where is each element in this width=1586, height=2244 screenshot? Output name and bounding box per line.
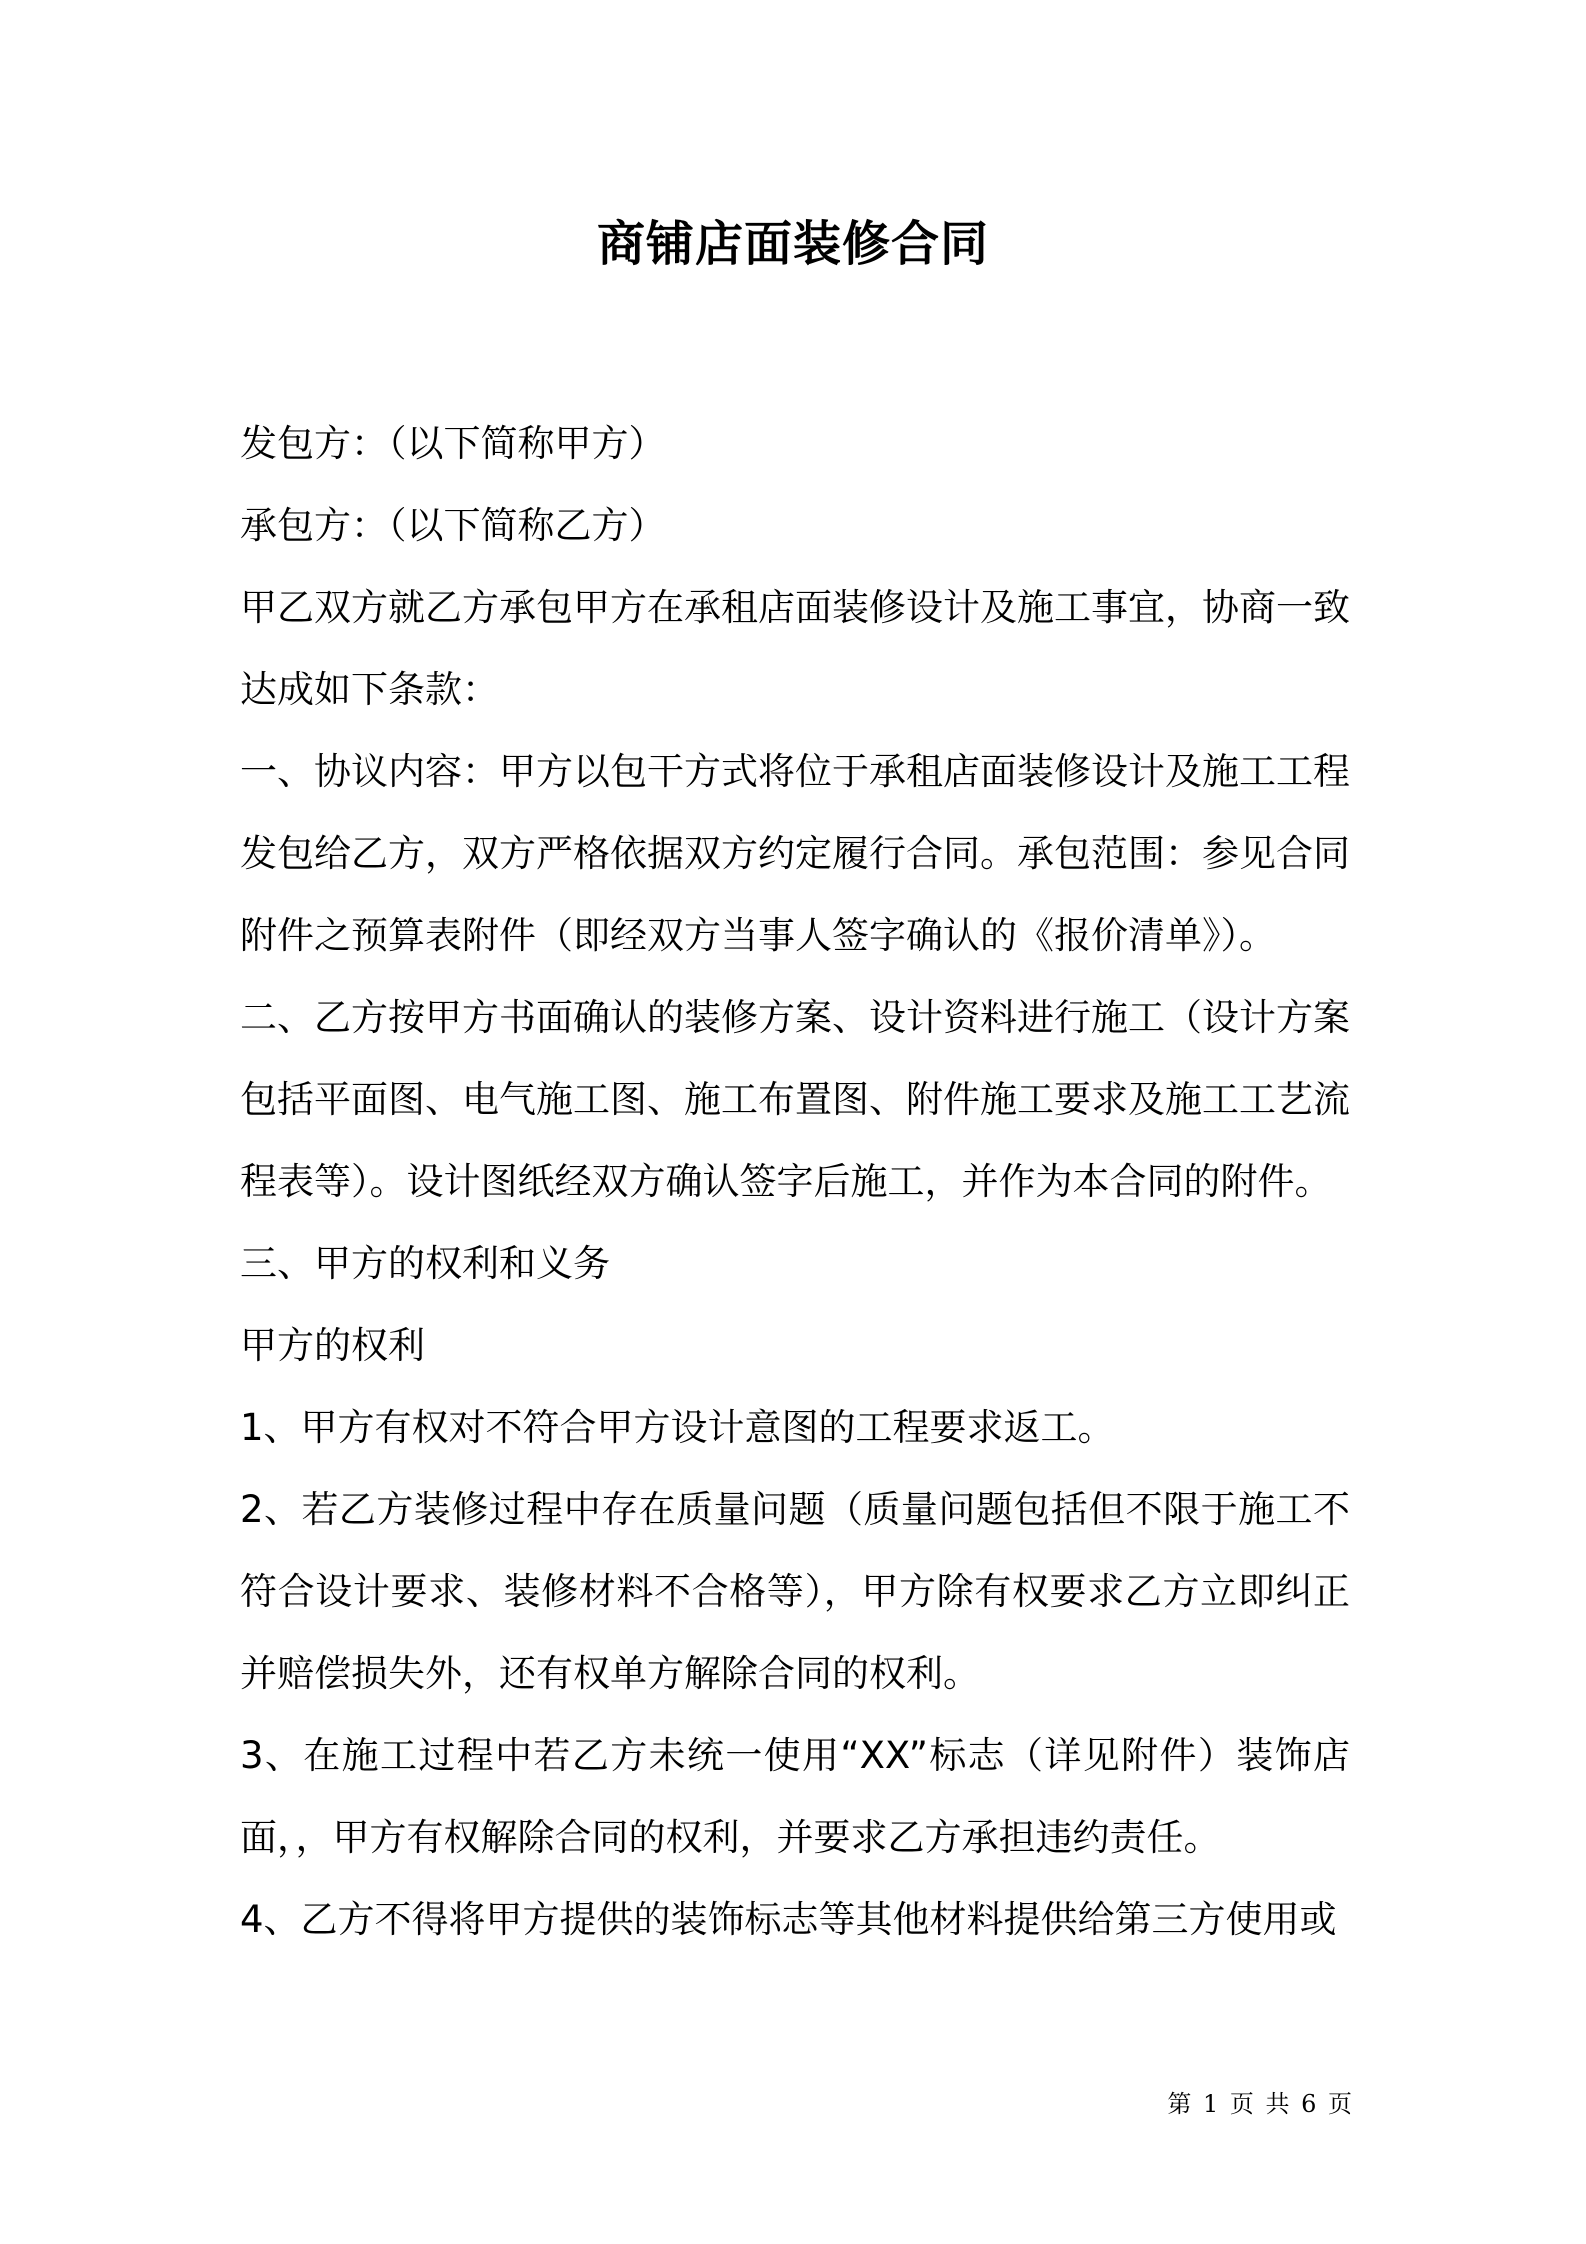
list-item-3: 3、在施工过程中若乙方未统一使用“XX”标志（详见附件）装饰店面，，甲方有权解除合同的权利，并要求乙方承担违约责任。 xyxy=(240,1734,1350,1859)
section-heading-rights-obligations: 三、甲方的权利和义务 xyxy=(240,1242,610,1285)
document-title: 商铺店面装修合同 xyxy=(596,216,989,272)
paragraph-clause-2: 二、乙方按甲方书面确认的装修方案、设计资料进行施工（设计方案包括平面图、电气施工图、施工布置图、附件施工要求及施工工艺流程表等）。设计图纸经双方确认签字后施工，并作为本合同的附件。 xyxy=(240,996,1350,1203)
paragraph-preamble: 甲乙双方就乙方承包甲方在承租店面装修设计及施工事宜，协商一致达成如下条款： xyxy=(240,586,1350,711)
subheading-employer-rights: 甲方的权利 xyxy=(240,1324,425,1367)
paragraph-employer: 发包方：（以下简称甲方） xyxy=(240,422,666,465)
paragraph-clause-1: 一、协议内容：甲方以包干方式将位于承租店面装修设计及施工工程发包给乙方，双方严格依据双方约定履行合同。承包范围：参见合同附件之预算表附件（即经双方当事人签字确认的《报价清单》）。 xyxy=(240,750,1350,957)
page-number-footer: 第 1 页 共 6 页 xyxy=(1167,2090,1354,2118)
document-body xyxy=(240,403,1350,1961)
paragraph-contractor: 承包方：（以下简称乙方） xyxy=(240,504,666,547)
list-item-2: 2、若乙方装修过程中存在质量问题（质量问题包括但不限于施工不符合设计要求、装修材料不合格等），甲方除有权要求乙方立即纠正并赔偿损失外，还有权单方解除合同的权利。 xyxy=(240,1488,1350,1695)
list-item-1: 1、甲方有权对不符合甲方设计意图的工程要求返工。 xyxy=(240,1406,1115,1449)
list-item-4: 4、乙方不得将甲方提供的装饰标志等其他材料提供给第三方使用或 xyxy=(240,1898,1337,1941)
